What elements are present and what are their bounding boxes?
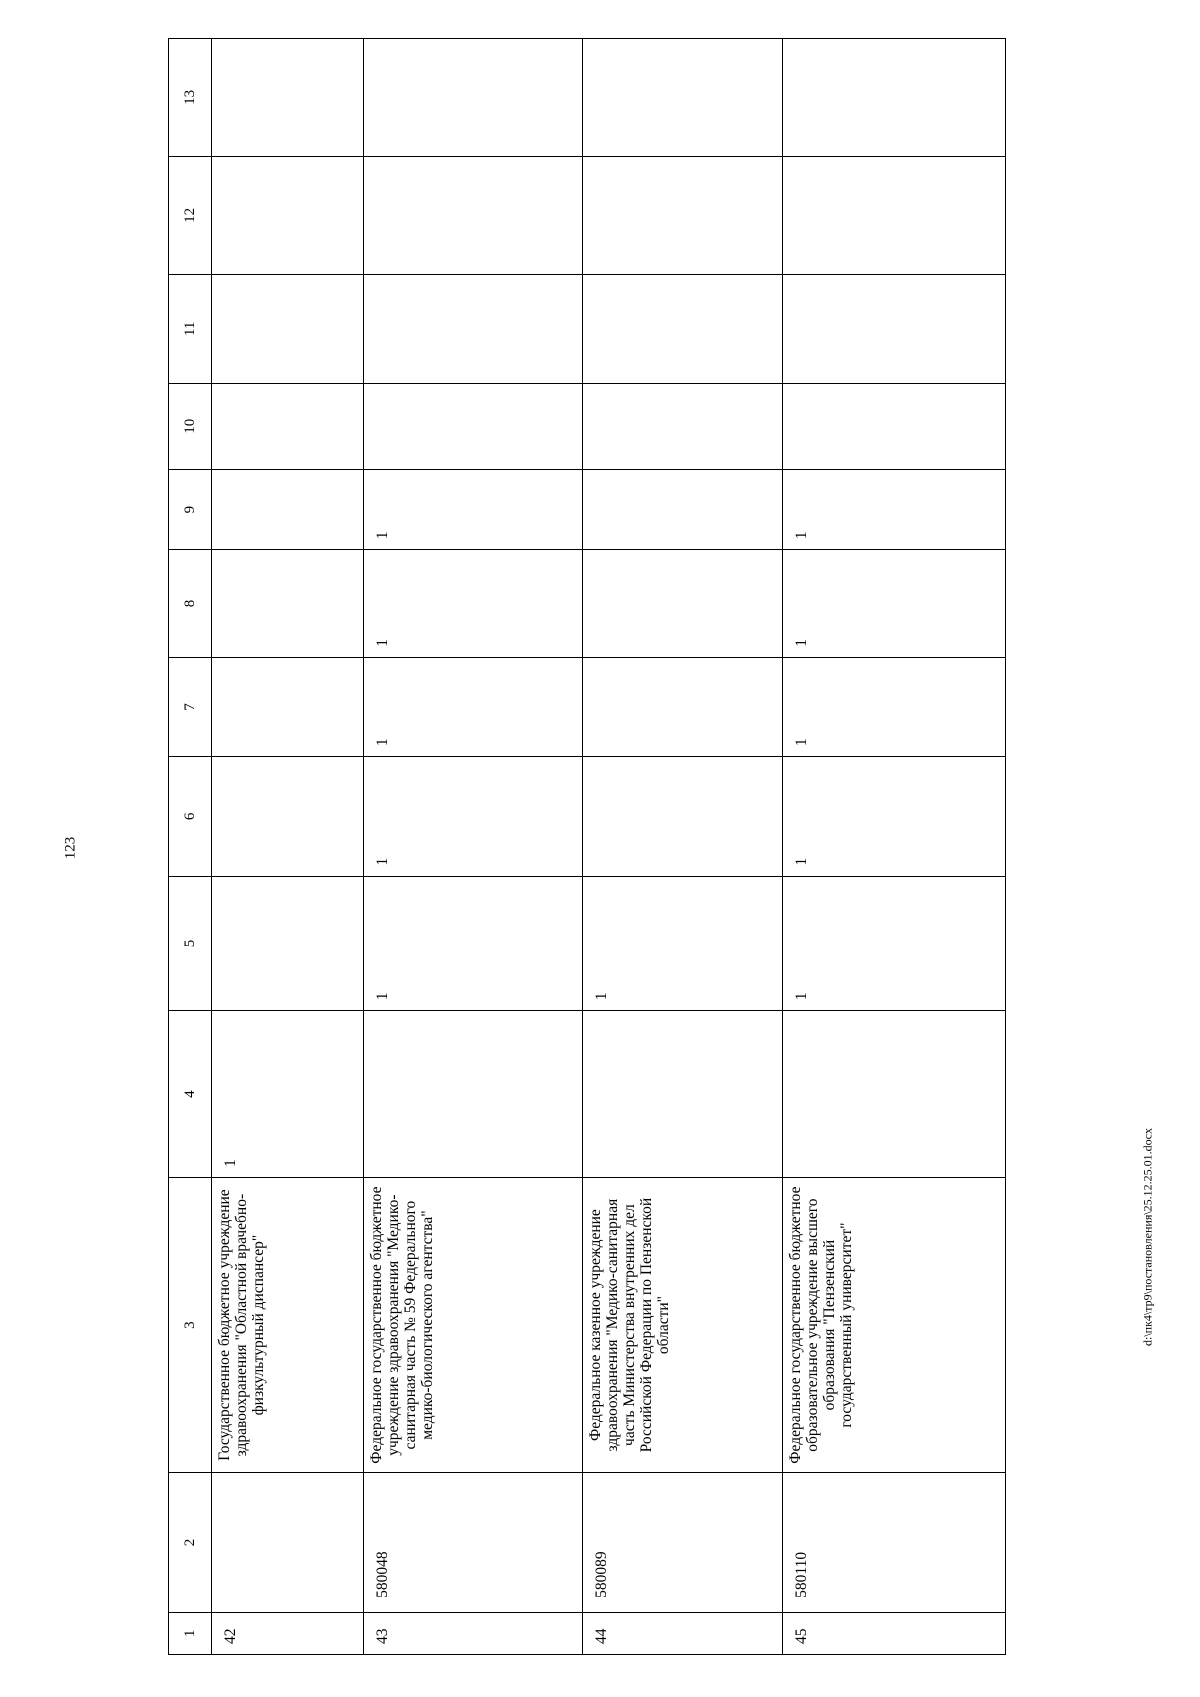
- cell-col-12: [212, 156, 364, 275]
- column-header-3: 3: [169, 1177, 212, 1472]
- cell-col-11: [363, 275, 582, 383]
- row-number: 45: [783, 1612, 1006, 1654]
- cell-col-8: [582, 550, 783, 657]
- cell-col-10: [363, 383, 582, 469]
- cell-col-10: [783, 383, 1006, 469]
- cell-col-10: [212, 383, 364, 469]
- cell-col-8: 1: [363, 550, 582, 657]
- cell-col-9: [212, 469, 364, 549]
- cell-col-6: 1: [783, 757, 1006, 877]
- column-header-6: 6: [169, 757, 212, 877]
- cell-col-4: 1: [212, 1011, 364, 1178]
- row-number: 43: [363, 1612, 582, 1654]
- table-row: [363, 39, 582, 1655]
- column-header-8: 8: [169, 550, 212, 657]
- column-header-10: 10: [169, 383, 212, 469]
- row-organization-name: Государственное бюджетное учреждение здравоохранения "Областной врачебно-физкультурный диспансер": [212, 1177, 364, 1472]
- table-row: [783, 39, 1006, 1655]
- page-number: 123: [62, 836, 79, 860]
- row-code: [212, 1473, 364, 1613]
- column-header-7: 7: [169, 657, 212, 756]
- cell-col-6: 1: [363, 757, 582, 877]
- row-code: 580110: [783, 1473, 1006, 1613]
- row-number: 44: [582, 1612, 783, 1654]
- cell-col-4: [582, 1011, 783, 1178]
- cell-col-7: [212, 657, 364, 756]
- cell-col-13: [582, 39, 783, 157]
- cell-col-12: [783, 156, 1006, 275]
- row-organization-name: Федеральное государственное бюджетное образовательное учреждение высшего образования "Пензенский государственный университет": [783, 1177, 1006, 1472]
- cell-col-6: [582, 757, 783, 877]
- cell-col-13: [783, 39, 1006, 157]
- cell-col-13: [212, 39, 364, 157]
- cell-col-13: [363, 39, 582, 157]
- column-header-2: 2: [169, 1473, 212, 1613]
- column-header-5: 5: [169, 876, 212, 1011]
- cell-col-5: 1: [582, 876, 783, 1011]
- row-number: 42: [212, 1612, 364, 1654]
- column-header-13: 13: [169, 39, 212, 157]
- cell-col-11: [212, 275, 364, 383]
- row-code: 580089: [582, 1473, 783, 1613]
- header-row: [169, 39, 212, 1655]
- row-organization-name: Федеральное казенное учреждение здравоохранения "Медико-санитарная часть Министерства внутренних дел Российской Федерации по Пензенской области": [582, 1177, 783, 1472]
- cell-col-7: [582, 657, 783, 756]
- column-header-4: 4: [169, 1011, 212, 1178]
- cell-col-9: [582, 469, 783, 549]
- cell-col-12: [582, 156, 783, 275]
- column-header-12: 12: [169, 156, 212, 275]
- cell-col-9: 1: [783, 469, 1006, 549]
- main-table: [168, 38, 1006, 1655]
- rotated-table-container: [168, 38, 1006, 1655]
- cell-col-7: 1: [783, 657, 1006, 756]
- table-row: [582, 39, 783, 1655]
- cell-col-5: 1: [783, 876, 1006, 1011]
- cell-col-8: [212, 550, 364, 657]
- cell-col-4: [783, 1011, 1006, 1178]
- cell-col-9: 1: [363, 469, 582, 549]
- row-organization-name: Федеральное государственное бюджетное учреждение здравоохранения "Медико-санитарная часть № 59 Федерального медико-биологического агентства": [363, 1177, 582, 1472]
- cell-col-4: [363, 1011, 582, 1178]
- cell-col-5: 1: [363, 876, 582, 1011]
- column-header-9: 9: [169, 469, 212, 549]
- cell-col-11: [582, 275, 783, 383]
- cell-col-5: [212, 876, 364, 1011]
- cell-col-11: [783, 275, 1006, 383]
- cell-col-12: [363, 156, 582, 275]
- cell-col-6: [212, 757, 364, 877]
- row-code: 580048: [363, 1473, 582, 1613]
- table-row: [212, 39, 364, 1655]
- cell-col-8: 1: [783, 550, 1006, 657]
- column-header-11: 11: [169, 275, 212, 383]
- cell-col-7: 1: [363, 657, 582, 756]
- cell-col-10: [582, 383, 783, 469]
- file-path-footer: d:\пк4\тр9\постановления\25.12.25.01.docx: [1140, 1127, 1155, 1347]
- column-header-1: 1: [169, 1612, 212, 1654]
